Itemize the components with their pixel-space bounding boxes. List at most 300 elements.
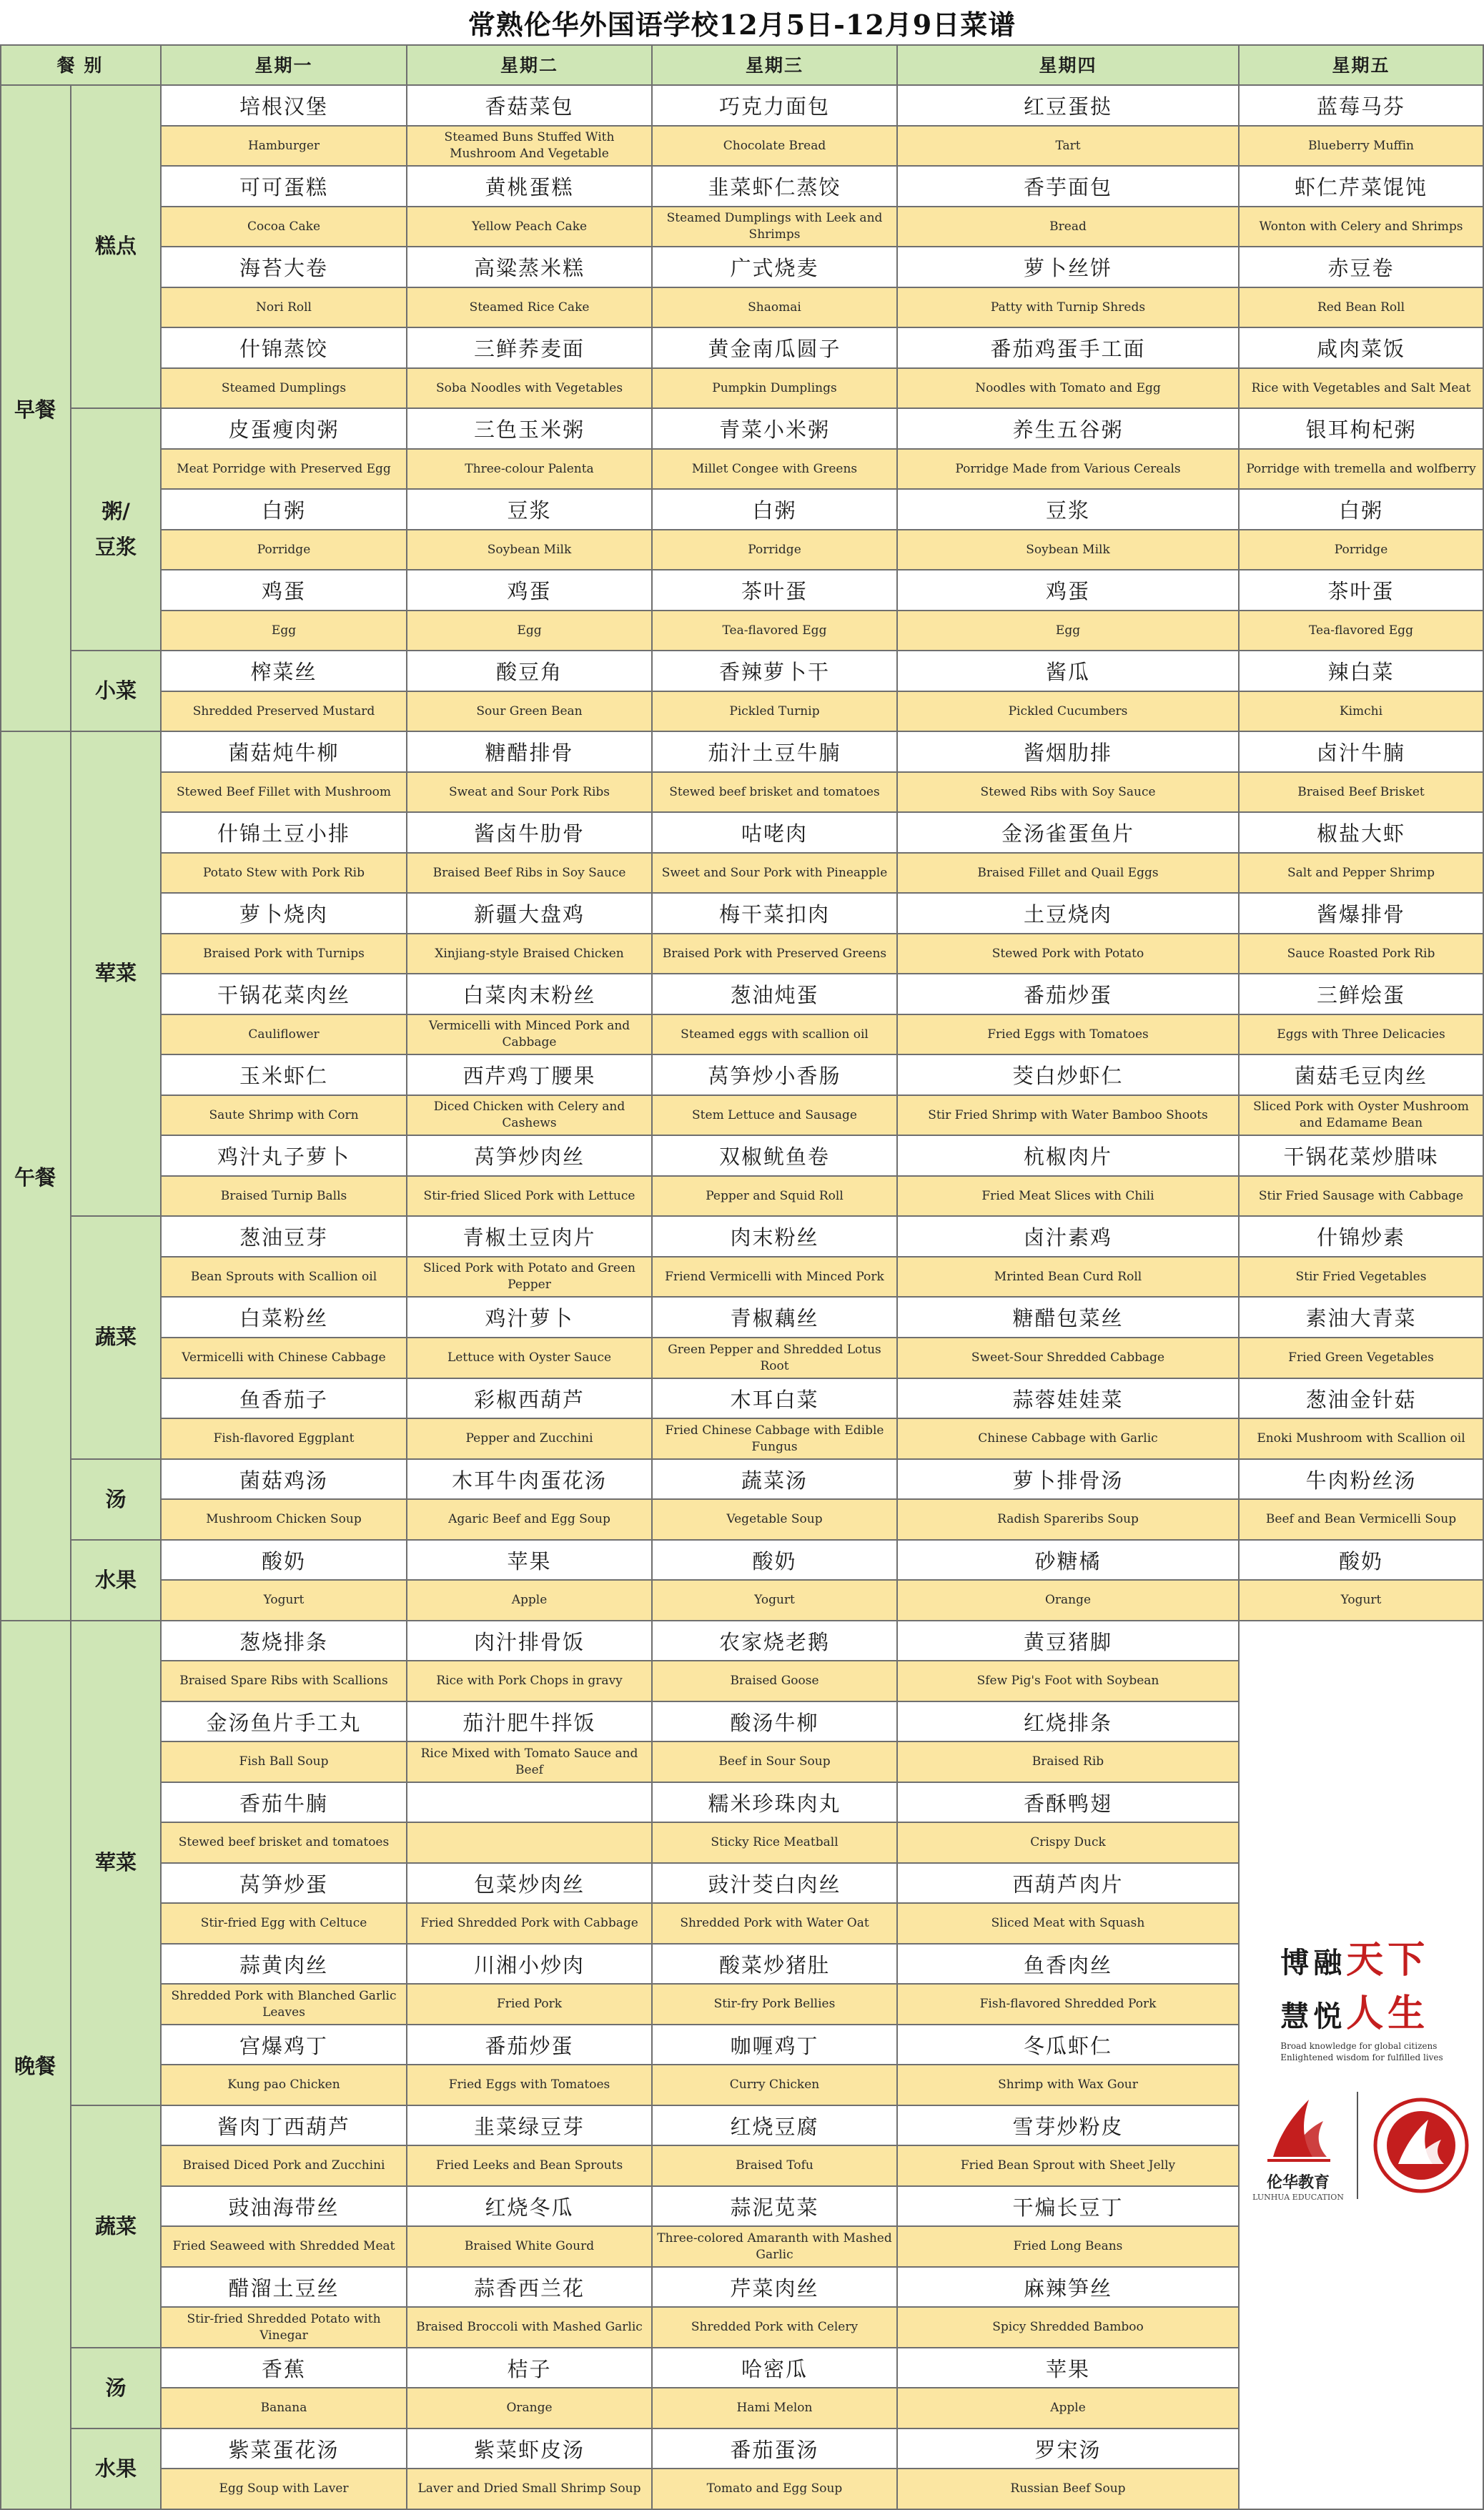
dish-name-zh: 养生五谷粥 [898,409,1240,450]
dish-name-zh: 银耳枸杞粥 [1240,409,1484,450]
dish-name-zh: 萝卜丝饼 [898,247,1240,288]
category-label: 水果 [71,1541,162,1621]
dish-name-en: Noodles with Tomato and Egg [898,369,1240,409]
dish-name-en: Enoki Mushroom with Scallion oil [1240,1419,1484,1460]
dish-name-zh: 青菜小米粥 [653,409,898,450]
dish-name-zh: 椒盐大虾 [1240,813,1484,854]
dish-name-en: Green Pepper and Shredded Lotus Root [653,1338,898,1379]
dish-name-en: Porridge Made from Various Cereals [898,450,1240,490]
dish-name-zh: 豆浆 [407,490,653,530]
dish-name-en: Fried Green Vegetables [1240,1338,1484,1379]
dish-name-zh: 番茄鸡蛋手工面 [898,328,1240,369]
dish-name-zh: 白菜粉丝 [162,1298,407,1338]
dish-name-zh: 茄汁肥牛拌饭 [407,1702,653,1742]
dish-name-en: Fried Seaweed with Shredded Meat [162,2227,407,2268]
dish-name-zh: 蓝莓马芬 [1240,86,1484,127]
dish-name-en: Porridge with tremella and wolfberry [1240,450,1484,490]
dish-name-en: Pumpkin Dumplings [653,369,898,409]
motto-english [1280,2041,1443,2063]
dish-name-en: Stir-fried Egg with Celtuce [162,1904,407,1945]
dish-name-zh: 虾仁芹菜馄饨 [1240,167,1484,207]
dish-name-en: Porridge [653,530,898,570]
dish-name-zh: 干锅花菜肉丝 [162,974,407,1015]
dish-name-zh: 酸奶 [1240,1541,1484,1581]
dish-name-en: Pickled Turnip [653,692,898,732]
dish-name-zh: 什锦蒸饺 [162,328,407,369]
dish-name-en: Mushroom Chicken Soup [162,1500,407,1541]
dish-name-zh: 卤汁素鸡 [898,1217,1240,1258]
dish-name-zh: 皮蛋瘦肉粥 [162,409,407,450]
school-seal-icon [1371,2095,1471,2195]
dish-name-zh: 菌菇鸡汤 [162,1460,407,1500]
dish-name-zh: 木耳牛肉蛋花汤 [407,1460,653,1500]
dish-name-en: Porridge [1240,530,1484,570]
dish-name-zh: 罗宋汤 [898,2429,1240,2469]
dish-name-zh: 酸豆角 [407,651,653,692]
dish-name-en: Chinese Cabbage with Garlic [898,1419,1240,1460]
dish-name-en: Three-colored Amaranth with Mashed Garlic [653,2227,898,2268]
dish-name-zh: 雪芽炒粉皮 [898,2106,1240,2146]
dish-name-zh: 萝卜烧肉 [162,894,407,934]
dish-name-zh: 高粱蒸米糕 [407,247,653,288]
category-label: 荤菜 [71,1621,162,2106]
dish-name-en: Sweet and Sour Pork with Pineapple [653,854,898,894]
dish-name-en: Banana [162,2388,407,2429]
dish-name-en: Steamed Rice Cake [407,288,653,328]
dish-name-en [407,1823,653,1864]
category-label: 汤 [71,2348,162,2429]
dish-name-zh: 糖醋包菜丝 [898,1298,1240,1338]
dish-name-en: Friend Vermicelli with Minced Pork [653,1258,898,1298]
dish-name-en: Steamed eggs with scallion oil [653,1015,898,1055]
dish-name-zh: 香蕉 [162,2348,407,2388]
dish-name-zh: 葱油金针菇 [1240,1379,1484,1419]
dish-name-zh: 黄桃蛋糕 [407,167,653,207]
dish-name-en: Braised Goose [653,1661,898,1702]
dish-name-zh: 蒜香西兰花 [407,2268,653,2308]
dish-name-zh: 辣白菜 [1240,651,1484,692]
dish-name-zh: 梅干菜扣肉 [653,894,898,934]
dish-name-zh: 酱烟肋排 [898,732,1240,773]
sail-logo-icon [1259,2089,1337,2168]
dish-name-en: Pepper and Squid Roll [653,1177,898,1217]
dish-name-en: Three-colour Palenta [407,450,653,490]
dish-name-en: Stir Fried Vegetables [1240,1258,1484,1298]
dish-name-en: Patty with Turnip Shreds [898,288,1240,328]
dish-name-zh: 香酥鸭翅 [898,1783,1240,1823]
dish-name-en: Rice with Vegetables and Salt Meat [1240,369,1484,409]
dish-name-en: Spicy Shredded Bamboo [898,2308,1240,2348]
dish-name-zh: 肉末粉丝 [653,1217,898,1258]
dish-name-zh: 葱油炖蛋 [653,974,898,1015]
dish-name-zh: 宫爆鸡丁 [162,2025,407,2065]
dish-name-zh: 土豆烧肉 [898,894,1240,934]
dish-name-en: Millet Congee with Greens [653,450,898,490]
dish-name-zh: 鱼香茄子 [162,1379,407,1419]
motto-text [1280,1930,1429,2037]
dish-name-en: Apple [407,1581,653,1621]
dish-name-en: Stir Fried Sausage with Cabbage [1240,1177,1484,1217]
dish-name-en: Stewed Pork with Potato [898,934,1240,974]
dish-name-en: Braised Tofu [653,2146,898,2187]
dish-name-en: Yogurt [1240,1581,1484,1621]
dish-name-en: Steamed Dumplings [162,369,407,409]
dish-name-zh: 苹果 [407,1541,653,1581]
dish-name-en: Cauliflower [162,1015,407,1055]
dish-name-en: Salt and Pepper Shrimp [1240,854,1484,894]
dish-name-zh: 白菜肉末粉丝 [407,974,653,1015]
dish-name-en: Braised Rib [898,1742,1240,1783]
dish-name-en: Potato Stew with Pork Rib [162,854,407,894]
dish-name-zh: 桔子 [407,2348,653,2388]
dish-name-en: Braised Diced Pork and Zucchini [162,2146,407,2187]
dish-name-en: Egg [162,611,407,651]
dish-name-en: Braised Fillet and Quail Eggs [898,854,1240,894]
dish-name-en: Bean Sprouts with Scallion oil [162,1258,407,1298]
category-label: 荤菜 [71,732,162,1217]
category-label: 粥/ 豆浆 [71,409,162,651]
dish-name-zh: 苹果 [898,2348,1240,2388]
dish-name-en: Shredded Pork with Blanched Garlic Leaves [162,1985,407,2025]
header-day-2: 星期二 [407,44,653,86]
dish-name-zh: 卤汁牛腩 [1240,732,1484,773]
dish-name-en: Sticky Rice Meatball [653,1823,898,1864]
dish-name-en: Bread [898,207,1240,247]
dish-name-zh: 新疆大盘鸡 [407,894,653,934]
dish-name-en: Fried Chinese Cabbage with Edible Fungus [653,1419,898,1460]
dish-name-zh: 红烧豆腐 [653,2106,898,2146]
dish-name-zh: 葱烧排条 [162,1621,407,1661]
motto-english-line-1: Broad knowledge for global citizens [1280,2040,1438,2051]
dish-name-en: Stir-fried Shredded Potato with Vinegar [162,2308,407,2348]
dish-name-en: Stewed beef brisket and tomatoes [162,1823,407,1864]
dish-name-zh: 萝卜排骨汤 [898,1460,1240,1500]
motto-part-4: 人生 [1346,1991,1430,2035]
dish-name-zh: 茶叶蛋 [1240,570,1484,611]
dish-name-zh: 蒜黄肉丝 [162,1945,407,1985]
dish-name-zh: 咖喱鸡丁 [653,2025,898,2065]
dish-name-en: Egg Soup with Laver [162,2469,407,2510]
dish-name-zh: 葱油豆芽 [162,1217,407,1258]
dish-name-en: Shredded Pork with Celery [653,2308,898,2348]
meal-label: 晚餐 [0,1621,71,2510]
dish-name-zh: 红烧排条 [898,1702,1240,1742]
dish-name-en: Sauce Roasted Pork Rib [1240,934,1484,974]
dish-name-en: Eggs with Three Delicacies [1240,1015,1484,1055]
dish-name-en: Chocolate Bread [653,127,898,167]
header-day-3: 星期三 [653,44,898,86]
dish-name-en: Rice with Pork Chops in gravy [407,1661,653,1702]
category-label: 汤 [71,1460,162,1541]
dish-name-zh: 杭椒肉片 [898,1136,1240,1177]
dish-name-zh: 番茄炒蛋 [407,2025,653,2065]
dish-name-zh: 咸肉菜饭 [1240,328,1484,369]
dish-name-zh: 酸汤牛柳 [653,1702,898,1742]
dish-name-zh: 紫菜虾皮汤 [407,2429,653,2469]
dish-name-zh: 韭菜绿豆芽 [407,2106,653,2146]
dish-name-zh: 豉汁茭白肉丝 [653,1864,898,1904]
dish-name-en: Stir-fried Sliced Pork with Lettuce [407,1177,653,1217]
dish-name-en: Stir-fry Pork Bellies [653,1985,898,2025]
branding-area [1240,1621,1484,2510]
dish-name-en: Kimchi [1240,692,1484,732]
dish-name-en: Shredded Pork with Water Oat [653,1904,898,1945]
dish-name-zh: 什锦土豆小排 [162,813,407,854]
dish-name-zh: 素油大青菜 [1240,1298,1484,1338]
dish-name-zh: 茄汁土豆牛腩 [653,732,898,773]
dish-name-zh: 巧克力面包 [653,86,898,127]
dish-name-en: Fish-flavored Shredded Pork [898,1985,1240,2025]
dish-name-en: Tart [898,127,1240,167]
dish-name-en: Sliced Pork with Potato and Green Pepper [407,1258,653,1298]
dish-name-en: Nori Roll [162,288,407,328]
category-label: 糕点 [71,86,162,409]
dish-name-zh: 黄豆猪脚 [898,1621,1240,1661]
dish-name-zh: 酸菜炒猪肚 [653,1945,898,1985]
dish-name-zh: 酸奶 [162,1541,407,1581]
dish-name-zh: 酱肉丁西葫芦 [162,2106,407,2146]
dish-name-en: Sweat and Sour Pork Ribs [407,773,653,813]
dish-name-en: Beef and Bean Vermicelli Soup [1240,1500,1484,1541]
category-label: 蔬菜 [71,1217,162,1460]
dish-name-zh: 红豆蛋挞 [898,86,1240,127]
dish-name-zh: 鸡汁萝卜 [407,1298,653,1338]
dish-name-en: Shredded Preserved Mustard [162,692,407,732]
dish-name-zh: 农家烧老鹅 [653,1621,898,1661]
dish-name-zh: 糖醋排骨 [407,732,653,773]
dish-name-en: Braised Turnip Balls [162,1177,407,1217]
category-label: 小菜 [71,651,162,732]
dish-name-en: Cocoa Cake [162,207,407,247]
dish-name-zh: 什锦炒素 [1240,1217,1484,1258]
dish-name-en: Steamed Dumplings with Leek and Shrimps [653,207,898,247]
dish-name-zh: 菌菇炖牛柳 [162,732,407,773]
dish-name-en: Crispy Duck [898,1823,1240,1864]
dish-name-zh: 白粥 [162,490,407,530]
dish-name-zh: 酱爆排骨 [1240,894,1484,934]
dish-name-zh: 可可蛋糕 [162,167,407,207]
dish-name-zh: 茶叶蛋 [653,570,898,611]
dish-name-en: Fried Bean Sprout with Sheet Jelly [898,2146,1240,2187]
dish-name-zh: 干煸长豆丁 [898,2187,1240,2227]
dish-name-zh: 紫菜蛋花汤 [162,2429,407,2469]
dish-name-zh: 黄金南瓜圆子 [653,328,898,369]
dish-name-zh: 茭白炒虾仁 [898,1055,1240,1096]
dish-name-zh: 鱼香肉丝 [898,1945,1240,1985]
dish-name-en: Egg [407,611,653,651]
dish-name-zh: 酸奶 [653,1541,898,1581]
dish-name-en: Braised Pork with Turnips [162,934,407,974]
dish-name-zh: 红烧冬瓜 [407,2187,653,2227]
dish-name-zh: 鸡蛋 [898,570,1240,611]
dish-name-zh: 蒜泥苋菜 [653,2187,898,2227]
dish-name-zh: 玉米虾仁 [162,1055,407,1096]
dish-name-en: Hamburger [162,127,407,167]
motto-part-1: 博融 [1280,1945,1347,1980]
dish-name-zh: 莴笋炒肉丝 [407,1136,653,1177]
dish-name-en: Fried Shredded Pork with Cabbage [407,1904,653,1945]
dish-name-zh: 香茄牛腩 [162,1783,407,1823]
logo-row [1252,2089,1471,2202]
dish-name-en: Russian Beef Soup [898,2469,1240,2510]
dish-name-zh: 赤豆卷 [1240,247,1484,288]
dish-name-en: Stem Lettuce and Sausage [653,1096,898,1136]
dish-name-en: Braised White Gourd [407,2227,653,2268]
dish-name-zh: 韭菜虾仁蒸饺 [653,167,898,207]
dish-name-zh: 香芋面包 [898,167,1240,207]
dish-name-zh: 蒜蓉娃娃菜 [898,1379,1240,1419]
dish-name-zh: 豉油海带丝 [162,2187,407,2227]
dish-name-en: Red Bean Roll [1240,288,1484,328]
dish-name-zh: 酱瓜 [898,651,1240,692]
motto-english-line-2: Enlightened wisdom for fulfilled lives [1280,2052,1443,2062]
dish-name-en: Tomato and Egg Soup [653,2469,898,2510]
dish-name-en: Tea-flavored Egg [653,611,898,651]
dish-name-en: Braised Broccoli with Mashed Garlic [407,2308,653,2348]
dish-name-en: Kung pao Chicken [162,2065,407,2106]
dish-name-zh: 酱卤牛肋骨 [407,813,653,854]
dish-name-zh: 番茄蛋汤 [653,2429,898,2469]
dish-name-en: Porridge [162,530,407,570]
dish-name-en: Radish Spareribs Soup [898,1500,1240,1541]
brand-english: LUNHUA EDUCATION [1252,2193,1344,2203]
page-title: 常熟伦华外国语学校12月5日-12月9日菜谱 [468,8,1016,41]
dish-name-zh: 牛肉粉丝汤 [1240,1460,1484,1500]
school-motto [1280,1930,1443,2063]
dish-name-en: Stewed Ribs with Soy Sauce [898,773,1240,813]
dish-name-en: Yellow Peach Cake [407,207,653,247]
dish-name-zh: 培根汉堡 [162,86,407,127]
dish-name-en: Soybean Milk [407,530,653,570]
logo-divider [1357,2092,1358,2199]
dish-name-en: Vermicelli with Minced Pork and Cabbage [407,1015,653,1055]
dish-name-en: Agaric Beef and Egg Soup [407,1500,653,1541]
dish-name-zh: 白粥 [653,490,898,530]
dish-name-zh: 西葫芦肉片 [898,1864,1240,1904]
dish-name-zh: 肉汁排骨饭 [407,1621,653,1661]
dish-name-en: Mrinted Bean Curd Roll [898,1258,1240,1298]
dish-name-en: Fried Leeks and Bean Sprouts [407,2146,653,2187]
dish-name-en: Steamed Buns Stuffed With Mushroom And Vegetable [407,127,653,167]
dish-name-zh: 莴笋炒蛋 [162,1864,407,1904]
dish-name-en: Xinjiang-style Braised Chicken [407,934,653,974]
dish-name-zh: 醋溜土豆丝 [162,2268,407,2308]
dish-name-zh [407,1783,653,1823]
dish-name-zh: 菌菇毛豆肉丝 [1240,1055,1484,1096]
motto-part-2: 天下 [1346,1937,1430,1982]
dish-name-en: Sliced Meat with Squash [898,1904,1240,1945]
dish-name-zh: 彩椒西葫芦 [407,1379,653,1419]
dish-name-en: Hami Melon [653,2388,898,2429]
dish-name-en: Orange [898,1581,1240,1621]
dish-name-en: Fish Ball Soup [162,1742,407,1783]
dish-name-en: Braised Spare Ribs with Scallions [162,1661,407,1702]
dish-name-en: Saute Shrimp with Corn [162,1096,407,1136]
dish-name-en: Fried Eggs with Tomatoes [407,2065,653,2106]
dish-name-en: Sfew Pig's Foot with Soybean [898,1661,1240,1702]
dish-name-en: Laver and Dried Small Shrimp Soup [407,2469,653,2510]
dish-name-en: Braised Beef Ribs in Soy Sauce [407,854,653,894]
dish-name-en: Wonton with Celery and Shrimps [1240,207,1484,247]
header-day-5: 星期五 [1240,44,1484,86]
dish-name-en: Sweet-Sour Shredded Cabbage [898,1338,1240,1379]
dish-name-en: Soba Noodles with Vegetables [407,369,653,409]
dish-name-zh: 三鲜烩蛋 [1240,974,1484,1015]
dish-name-zh: 干锅花菜炒腊味 [1240,1136,1484,1177]
dish-name-zh: 砂糖橘 [898,1541,1240,1581]
dish-name-en: Vermicelli with Chinese Cabbage [162,1338,407,1379]
dish-name-zh: 榨菜丝 [162,651,407,692]
dish-name-en: Braised Pork with Preserved Greens [653,934,898,974]
header-category: 餐 别 [0,44,162,86]
meal-label: 早餐 [0,86,71,732]
dish-name-en: Orange [407,2388,653,2429]
dish-name-en: Lettuce with Oyster Sauce [407,1338,653,1379]
dish-name-en: Fried Meat Slices with Chili [898,1177,1240,1217]
dish-name-en: Fried Eggs with Tomatoes [898,1015,1240,1055]
dish-name-zh: 白粥 [1240,490,1484,530]
dish-name-en: Rice Mixed with Tomato Sauce and Beef [407,1742,653,1783]
dish-name-zh: 芹菜肉丝 [653,2268,898,2308]
dish-name-zh: 香辣萝卜干 [653,651,898,692]
dish-name-zh: 西芹鸡丁腰果 [407,1055,653,1096]
dish-name-en: Fried Pork [407,1985,653,2025]
dish-name-zh: 豆浆 [898,490,1240,530]
dish-name-en: Diced Chicken with Celery and Cashews [407,1096,653,1136]
meal-label: 午餐 [0,732,71,1621]
dish-name-en: Sliced Pork with Oyster Mushroom and Edamame Bean [1240,1096,1484,1136]
dish-name-en: Stewed Beef Fillet with Mushroom [162,773,407,813]
dish-name-en: Fish-flavored Eggplant [162,1419,407,1460]
dish-name-zh: 香菇菜包 [407,86,653,127]
dish-name-zh: 广式烧麦 [653,247,898,288]
category-label: 蔬菜 [71,2106,162,2348]
dish-name-zh: 鸡蛋 [407,570,653,611]
dish-name-zh: 青椒土豆肉片 [407,1217,653,1258]
dish-name-zh: 冬瓜虾仁 [898,2025,1240,2065]
dish-name-zh: 金汤雀蛋鱼片 [898,813,1240,854]
dish-name-zh: 木耳白菜 [653,1379,898,1419]
dish-name-en: Pepper and Zucchini [407,1419,653,1460]
brand-name: 伦华教育 [1266,2173,1330,2193]
dish-name-zh: 三鲜荞麦面 [407,328,653,369]
dish-name-en: Blueberry Muffin [1240,127,1484,167]
dish-name-en: Curry Chicken [653,2065,898,2106]
dish-name-en: Yogurt [162,1581,407,1621]
dish-name-zh: 莴笋炒小香肠 [653,1055,898,1096]
dish-name-zh: 鸡汁丸子萝卜 [162,1136,407,1177]
dish-name-zh: 咕咾肉 [653,813,898,854]
dish-name-zh: 川湘小炒肉 [407,1945,653,1985]
dish-name-en: Shaomai [653,288,898,328]
dish-name-zh: 青椒藕丝 [653,1298,898,1338]
category-label: 水果 [71,2429,162,2510]
dish-name-zh: 金汤鱼片手工丸 [162,1702,407,1742]
dish-name-zh: 麻辣笋丝 [898,2268,1240,2308]
dish-name-en: Yogurt [653,1581,898,1621]
dish-name-zh: 蔬菜汤 [653,1460,898,1500]
dish-name-en: Apple [898,2388,1240,2429]
header-day-1: 星期一 [162,44,407,86]
dish-name-zh: 糯米珍珠肉丸 [653,1783,898,1823]
dish-name-zh: 鸡蛋 [162,570,407,611]
dish-name-en: Stewed beef brisket and tomatoes [653,773,898,813]
dish-name-en: Beef in Sour Soup [653,1742,898,1783]
motto-part-3: 慧悦 [1280,1999,1347,2033]
dish-name-en: Pickled Cucumbers [898,692,1240,732]
dish-name-en: Sour Green Bean [407,692,653,732]
dish-name-en: Vegetable Soup [653,1500,898,1541]
